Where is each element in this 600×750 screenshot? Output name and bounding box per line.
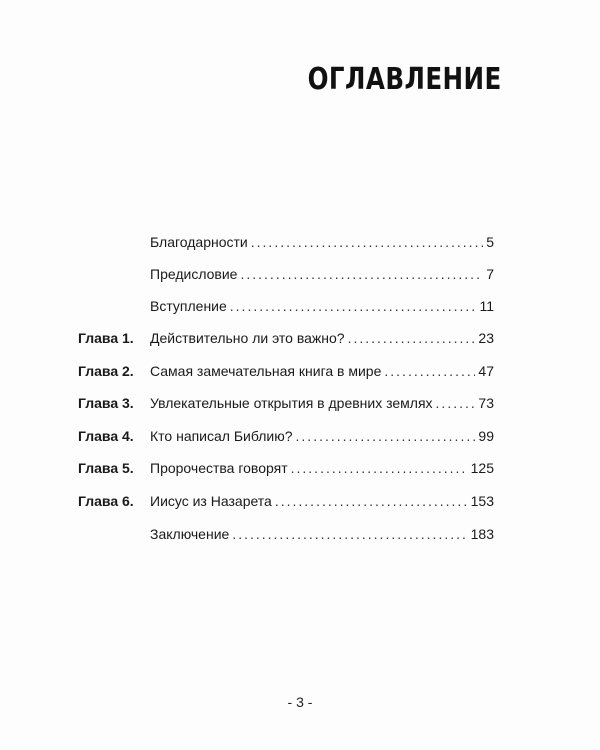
page-title: ОГЛАВЛЕНИЕ — [307, 62, 502, 97]
toc-entry — [150, 357, 494, 385]
entry-title: Благодарности — [150, 234, 248, 250]
toc-row — [0, 228, 600, 256]
entry-title: Иисус из Назарета — [150, 493, 272, 509]
dot-leader — [232, 520, 467, 548]
entry-title: Увлекательные открытия в древних землях — [150, 395, 433, 411]
chapter-label: Глава 4. — [78, 428, 134, 444]
entry-page-number: 183 — [470, 526, 494, 542]
entry-title: Кто написал Библию? — [150, 428, 293, 444]
toc-entry — [150, 520, 494, 548]
chapter-label: Глава 1. — [78, 330, 134, 346]
entry-title: Самая замечательная книга в мире — [150, 363, 382, 379]
toc-entry — [150, 422, 494, 450]
entry-page-number: 47 — [478, 363, 494, 379]
dot-leader — [291, 454, 468, 482]
toc-row — [0, 324, 600, 352]
dot-leader — [384, 357, 475, 385]
entry-page-number: 7 — [486, 266, 494, 282]
toc-entry — [150, 260, 494, 288]
toc-row — [0, 389, 600, 417]
toc-row — [0, 260, 600, 288]
toc-row — [0, 487, 600, 515]
dot-leader — [251, 228, 483, 256]
dot-leader — [230, 292, 477, 320]
toc-row — [0, 357, 600, 385]
entry-page-number: 11 — [479, 298, 494, 314]
toc-row — [0, 454, 600, 482]
toc-entry — [150, 324, 494, 352]
entry-page-number: 73 — [478, 395, 494, 411]
toc-row — [0, 422, 600, 450]
entry-title: Заключение — [150, 526, 230, 542]
toc-entry — [150, 292, 494, 320]
dot-leader — [296, 422, 476, 450]
chapter-label: Глава 3. — [78, 395, 134, 411]
dot-leader — [348, 324, 476, 352]
entry-title: Пророчества говорят — [150, 460, 288, 476]
dot-leader — [275, 487, 468, 515]
toc-row — [0, 520, 600, 548]
entry-page-number: 125 — [470, 460, 494, 476]
toc-entry — [150, 487, 494, 515]
toc-entry — [150, 454, 494, 482]
chapter-label: Глава 2. — [78, 363, 134, 379]
entry-title: Предисловие — [150, 266, 238, 282]
entry-page-number: 99 — [478, 428, 494, 444]
page-number: - 3 - — [287, 694, 313, 710]
entry-page-number: 5 — [486, 234, 494, 250]
toc-entry — [150, 228, 494, 256]
toc-entry — [150, 389, 494, 417]
entry-page-number: 153 — [470, 493, 494, 509]
toc-row — [0, 292, 600, 320]
entry-title: Действительно ли это важно? — [150, 330, 345, 346]
entry-page-number: 23 — [478, 330, 494, 346]
dot-leader — [240, 260, 483, 288]
chapter-label: Глава 6. — [78, 493, 134, 509]
entry-title: Вступление — [150, 298, 227, 314]
chapter-label: Глава 5. — [78, 460, 134, 476]
dot-leader — [436, 389, 476, 417]
